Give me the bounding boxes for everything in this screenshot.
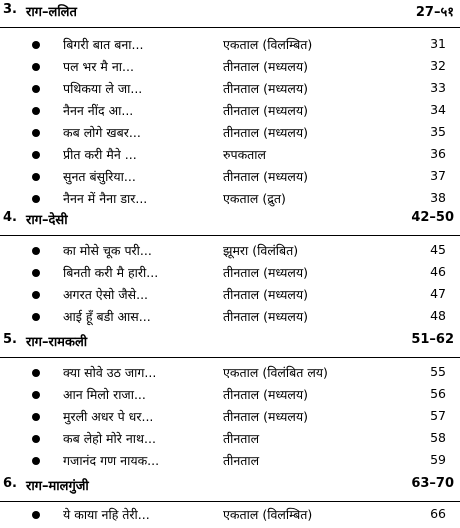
list-item — [0, 242, 460, 264]
section-number: 5. — [3, 332, 17, 347]
bullet-icon — [32, 85, 40, 93]
bullet-icon — [32, 41, 40, 49]
song-title: आई हूँ बडी आस... — [63, 309, 151, 324]
list-item — [0, 386, 460, 408]
section-divider — [0, 27, 460, 28]
song-title: आन मिलो राजा... — [63, 387, 146, 402]
song-title: प्रीत करी मैने ... — [63, 147, 137, 162]
song-title: बिनती करी मै हारी... — [63, 265, 159, 280]
page-number: 33 — [430, 80, 446, 95]
bullet-icon — [32, 63, 40, 71]
page-number: 56 — [430, 386, 446, 401]
song-title: सुनत बंसुरिया... — [63, 169, 136, 184]
page-number: 48 — [430, 308, 446, 323]
song-title: क्या सोवे उठ जाग... — [63, 365, 157, 380]
section-header — [0, 208, 460, 236]
bullet-icon — [32, 151, 40, 159]
taal-name: तीनताल — [223, 431, 260, 446]
section-divider — [0, 501, 460, 502]
song-title: ये काया नहि तेरी... — [63, 507, 150, 522]
page-number: 31 — [430, 36, 446, 51]
bullet-icon — [32, 435, 40, 443]
bullet-icon — [32, 457, 40, 465]
list-item — [0, 430, 460, 452]
list-item — [0, 146, 460, 168]
bullet-icon — [32, 291, 40, 299]
taal-name: तीनताल (मध्यलय) — [223, 59, 309, 74]
page-number: 34 — [430, 102, 446, 117]
taal-name: तीनताल (मध्यलय) — [223, 125, 309, 140]
page-number: 46 — [430, 264, 446, 279]
bullet-icon — [32, 129, 40, 137]
section-page-range: 63–70 — [411, 476, 454, 491]
section-title: राग–रामकली — [26, 335, 88, 350]
bullet-icon — [32, 511, 40, 519]
list-item — [0, 36, 460, 58]
bullet-icon — [32, 313, 40, 321]
page-number: 66 — [430, 506, 446, 521]
song-title: पल भर मै ना... — [63, 59, 134, 74]
taal-name: एकताल (विलम्बित) — [223, 507, 313, 522]
section-divider — [0, 357, 460, 358]
taal-name: तीनताल — [223, 453, 260, 468]
page-number: 59 — [430, 452, 446, 467]
page-number: 35 — [430, 124, 446, 139]
page-number: 55 — [430, 364, 446, 379]
list-item — [0, 452, 460, 474]
section-title: राग–देसी — [26, 213, 68, 228]
taal-name: एकताल (विलंबित लय) — [223, 365, 328, 380]
section-page-range: 42–50 — [411, 210, 454, 225]
bullet-icon — [32, 195, 40, 203]
taal-name: झूमरा (विलंबित) — [223, 243, 299, 258]
section-divider — [0, 235, 460, 236]
list-item — [0, 506, 460, 528]
page-number: 32 — [430, 58, 446, 73]
taal-name: तीनताल (मध्यलय) — [223, 287, 309, 302]
section-header — [0, 0, 460, 28]
taal-name: तीनताल (मध्यलय) — [223, 265, 309, 280]
list-item — [0, 264, 460, 286]
section-number: 6. — [3, 476, 17, 491]
list-item — [0, 58, 460, 80]
bullet-icon — [32, 413, 40, 421]
list-item — [0, 286, 460, 308]
taal-name: तीनताल (मध्यलय) — [223, 169, 309, 184]
bullet-icon — [32, 247, 40, 255]
bullet-icon — [32, 369, 40, 377]
taal-name: तीनताल (मध्यलय) — [223, 81, 309, 96]
song-title: कब लोगे खबर... — [63, 125, 141, 140]
section-page-range: 51–62 — [411, 332, 454, 347]
song-title: पथिकया ले जा... — [63, 81, 143, 96]
song-title: गजानंद गण नायक... — [63, 453, 160, 468]
section-header — [0, 474, 460, 502]
bullet-icon — [32, 107, 40, 115]
list-item — [0, 408, 460, 430]
page-number: 36 — [430, 146, 446, 161]
song-title: कब लेहो मोरे नाथ... — [63, 431, 156, 446]
section-header — [0, 330, 460, 358]
section-title: राग–ललित — [26, 5, 77, 20]
song-title: नैनन नींद आ... — [63, 103, 134, 118]
page-number: 38 — [430, 190, 446, 205]
list-item — [0, 80, 460, 102]
taal-name: रुपकताल — [223, 147, 267, 162]
song-title: बिगरी बात बना... — [63, 37, 144, 52]
taal-name: एकताल (द्रुत) — [223, 191, 286, 206]
song-title: नैनन में नैना डार... — [63, 191, 148, 206]
bullet-icon — [32, 173, 40, 181]
song-title: अगरत ऐसो जैसे... — [63, 287, 149, 302]
taal-name: तीनताल (मध्यलय) — [223, 387, 309, 402]
bullet-icon — [32, 269, 40, 277]
taal-name: तीनताल (मध्यलय) — [223, 309, 309, 324]
list-item — [0, 168, 460, 190]
list-item — [0, 308, 460, 330]
bullet-icon — [32, 391, 40, 399]
taal-name: तीनताल (मध्यलय) — [223, 103, 309, 118]
page-number: 58 — [430, 430, 446, 445]
song-title: का मोसे चूक परी... — [63, 243, 152, 258]
taal-name: तीनताल (मध्यलय) — [223, 409, 309, 424]
page-number: 57 — [430, 408, 446, 423]
page-number: 45 — [430, 242, 446, 257]
section-number: 3. — [3, 2, 17, 17]
page-number: 47 — [430, 286, 446, 301]
section-number: 4. — [3, 210, 17, 225]
taal-name: एकताल (विलम्बित) — [223, 37, 313, 52]
list-item — [0, 102, 460, 124]
page-number: 37 — [430, 168, 446, 183]
list-item — [0, 124, 460, 146]
section-page-range: 27–५१ — [415, 5, 454, 20]
list-item — [0, 364, 460, 386]
section-title: राग–मालगुंजी — [26, 479, 89, 494]
song-title: मुरली अधर पे धर... — [63, 409, 154, 424]
